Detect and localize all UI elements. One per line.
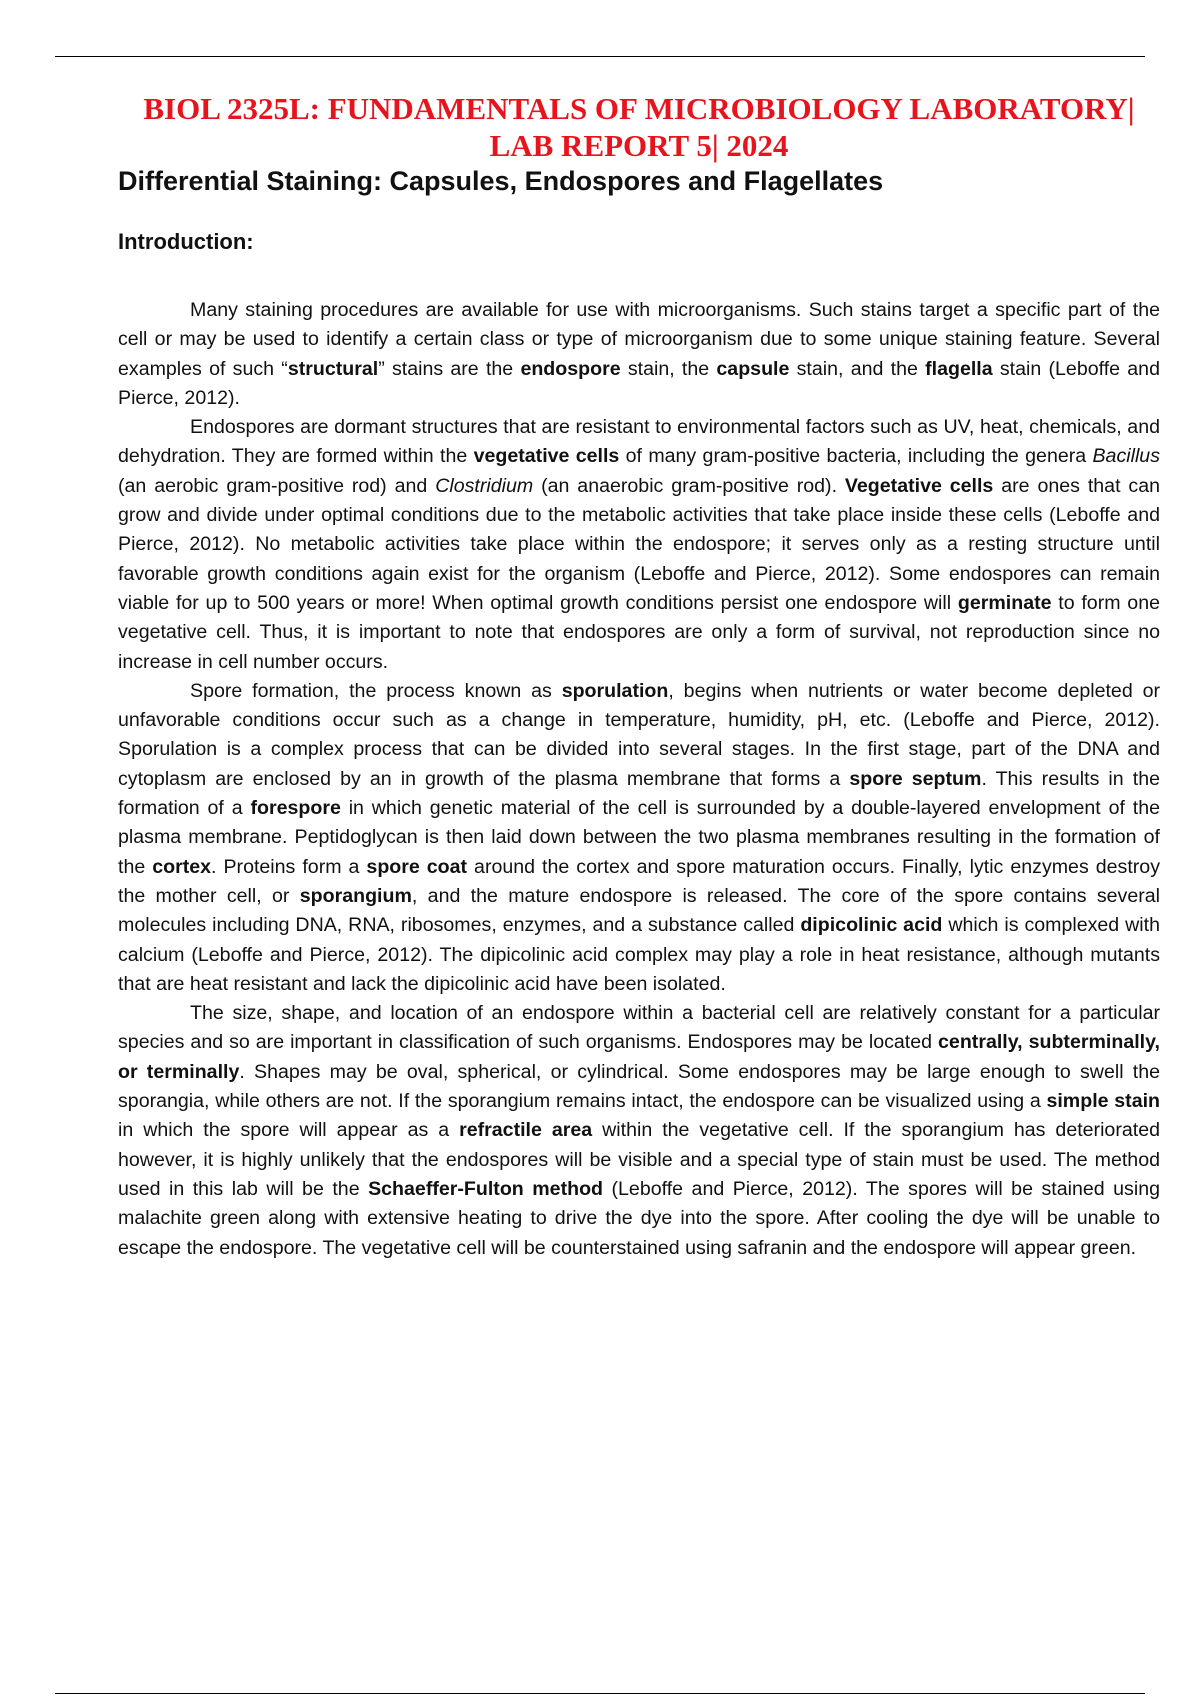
text-run: . This results in the formation of a: [118, 767, 1160, 820]
document-title: [118, 90, 1160, 164]
text-run: which is complexed with calcium (Leboffe and Pierce, 2012). The dipicolinic acid complex may play a role in heat resistance, although mutants that are heat resistant and lack the dipicolinic acid have been isolated.: [118, 914, 1160, 995]
text-run: (Leboffe and Pierce, 2012). The spores will be stained using malachite green along with extensive heating to drive the dye into the spore. After cooling the dye will be unable to escape the endospore. The vegetative cell will be counterstained using safranin and the endospore will appear green.: [118, 1177, 1160, 1259]
italic-genus: Clostridium: [435, 474, 534, 497]
document-subtitle: Differential Staining: Capsules, Endospores and Flagellates: [118, 166, 884, 196]
bold-term: spore septum: [849, 767, 982, 790]
bold-term: refractile area: [459, 1119, 593, 1142]
text-run: within the vegetative cell. If the sporangium has deteriorated however, it is highly unlikely that the endospores will be visible and a special type of stain must be used. The method used in this lab will be the: [118, 1119, 1160, 1200]
text-run: Endospores are dormant structures that are resistant to environmental factors such as UV, heat, chemicals, and dehydration. They are formed within the: [118, 416, 1160, 468]
introduction-body: [118, 296, 1160, 1263]
bold-term: sporangium: [299, 884, 412, 907]
bold-term: capsule: [716, 357, 790, 380]
text-run: , begins when nutrients or water become depleted or unfavorable conditions occur such as a change in temperature, humidity, pH, etc. (Leboffe and Pierce, 2012). Sporulation is a complex process that can be divided into several stages. In the first stage, part of the DNA and cytoplasm are enclosed by an in growth of the plasma membrane that forms a: [118, 679, 1160, 790]
text-run: . Proteins form a: [211, 855, 367, 878]
text-run: of many gram-positive bacteria, including the genera: [619, 445, 1093, 468]
text-run: in which the spore will appear as a: [118, 1119, 460, 1142]
text-run: Many staining procedures are available for use with microorganisms. Such stains target a specific part of the cell or may be used to identify a certain class or type of microorganism due to some unique staining feature. Several examples of such “: [118, 299, 1160, 380]
paragraph-4: [118, 999, 1160, 1263]
document-header: [118, 90, 1160, 256]
bold-term: sporulation: [561, 679, 669, 702]
bold-term: vegetative cells: [473, 445, 620, 468]
bold-term: cortex: [152, 855, 212, 878]
bold-term: germinate: [957, 591, 1052, 614]
paragraph-1: [118, 296, 1160, 413]
title-line-1: BIOL 2325L: FUNDAMENTALS OF MICROBIOLOGY LABORATORY|: [143, 91, 1135, 126]
bold-term: spore coat: [366, 855, 468, 878]
introduction-heading: Introduction:: [118, 229, 254, 254]
bottom-rule: [55, 1693, 1145, 1694]
text-run: to form one vegetative cell. Thus, it is important to note that endospores are only a form of survival, not reproduction since no increase in cell number occurs.: [118, 591, 1160, 673]
text-run: in which genetic material of the cell is surrounded by a double-layered envelopment of the plasma membrane. Peptidoglycan is then laid down between the two plasma membranes resulting in the formation of the: [118, 797, 1161, 878]
paragraph-2: [118, 413, 1160, 677]
paragraph-3: [118, 677, 1160, 999]
text-run: , and the mature endospore is released. The core of the spore contains several molecules including DNA, RNA, ribosomes, enzymes, and a substance called: [118, 884, 1160, 937]
text-run: are ones that can grow and divide under optimal conditions due to the metabolic activities that take place inside these cells (Leboffe and Pierce, 2012). No metabolic activities take place within the endospore; it serves only as a resting structure until favorable growth conditions again exist for the organism (Leboffe and Pierce, 2012). Some endospores can remain viable for up to 500 years or more! When optimal growth conditions persist one endospore will: [118, 474, 1160, 614]
text-run: (an aerobic gram-positive rod) and: [118, 474, 436, 497]
bold-term: forespore: [250, 797, 341, 820]
text-run: stain (Leboffe and Pierce, 2012).: [118, 357, 1160, 409]
text-run: stain, and the: [789, 357, 926, 380]
text-run: around the cortex and spore maturation occurs. Finally, lytic enzymes destroy the mother cell, or: [118, 855, 1160, 907]
bold-term: simple stain: [1046, 1090, 1161, 1113]
top-rule: [55, 56, 1145, 57]
text-run: The size, shape, and location of an endospore within a bacterial cell are relatively constant for a particular species and so are important in classification of such organisms. Endospores may be located: [118, 1002, 1160, 1054]
bold-term: Vegetative cells: [844, 474, 994, 497]
text-run: Spore formation, the process known as: [190, 679, 562, 702]
bold-term: centrally, subterminally, or terminally: [118, 1031, 1160, 1083]
bold-term: structural: [287, 357, 379, 380]
bold-term: endospore: [520, 357, 621, 380]
text-run: . Shapes may be oval, spherical, or cylindrical. Some endospores may be large enough to swell the sporangia, while others are not. If the sporangium remains intact, the endospore can be visualized using a: [118, 1060, 1160, 1113]
bold-term: flagella: [925, 357, 993, 380]
title-line-2: LAB REPORT 5| 2024: [489, 128, 789, 163]
text-run: (an anaerobic gram-positive rod).: [533, 474, 845, 497]
bold-term: dipicolinic acid: [800, 914, 943, 937]
bold-term: Schaeffer-Fulton method: [368, 1177, 604, 1200]
text-run: ” stains are the: [378, 357, 521, 380]
italic-genus: Bacillus: [1092, 445, 1161, 468]
text-run: stain, the: [620, 357, 717, 380]
